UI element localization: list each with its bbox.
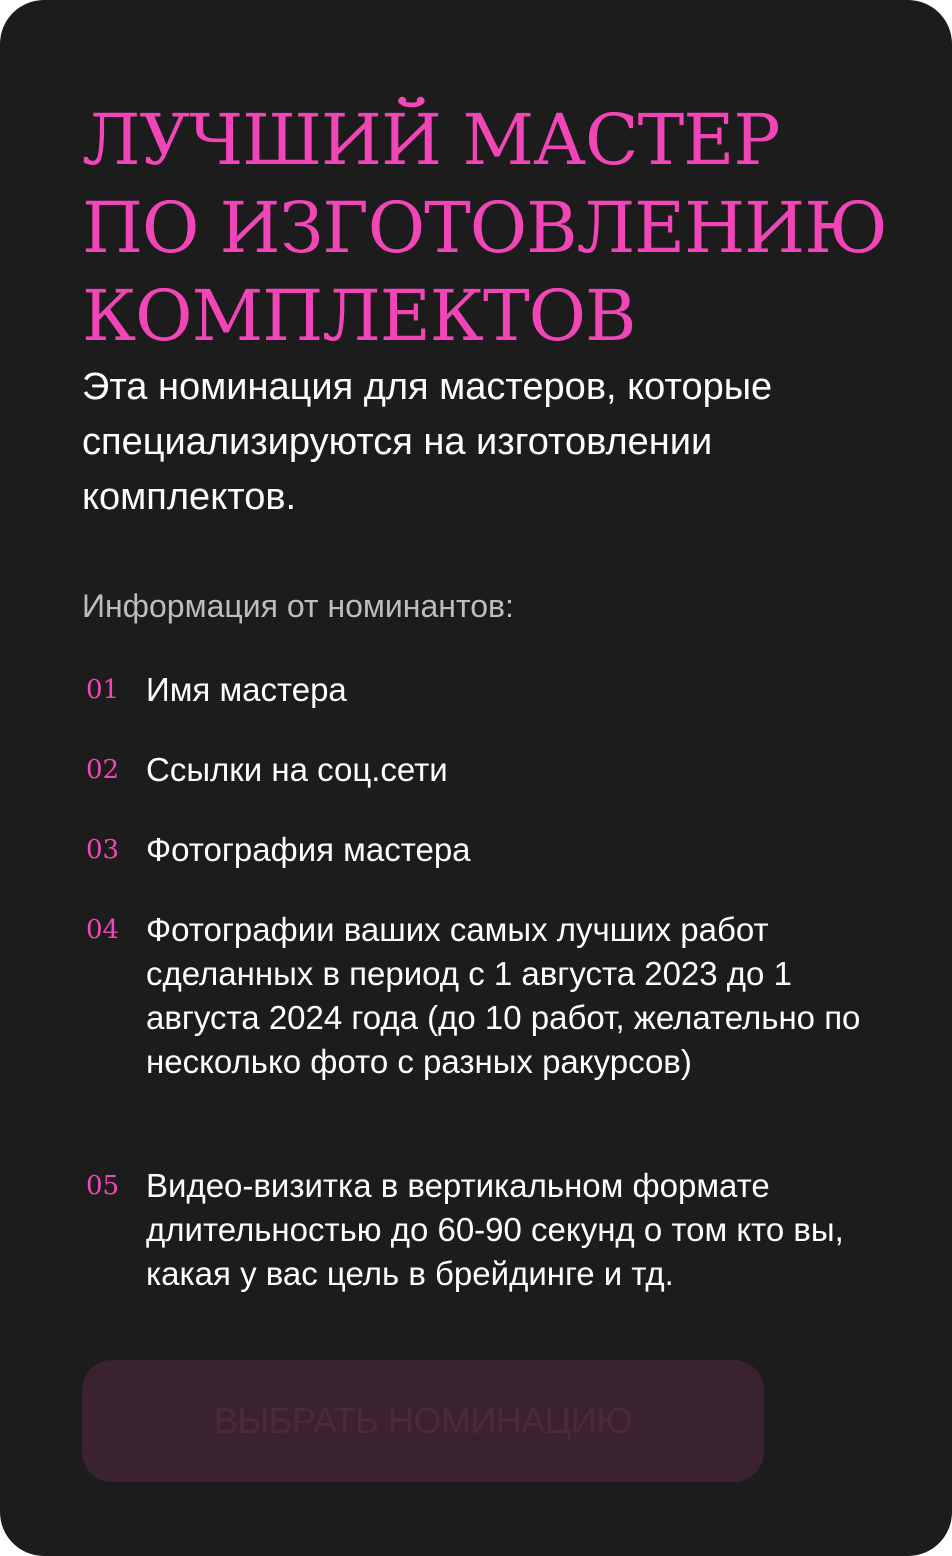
- info-heading: Информация от номинантов:: [82, 588, 514, 624]
- nomination-description: Эта номинация для мастеров, которые специализируются на изготовлении комплектов.: [82, 366, 773, 518]
- title-line-2: ПО ИЗГОТОВЛЕНИЮ: [82, 187, 887, 269]
- item-text: Видео-визитка в вертикальном формате длительностью до 60-90 секунд о том кто вы, какая у вас цель в брейдинге и тд.: [146, 1167, 844, 1292]
- item-number: 02: [86, 755, 120, 785]
- item-text: Ссылки на соц.сети: [146, 751, 448, 788]
- select-nomination-button[interactable]: ВЫБРАТЬ НОМИНАЦИЮ: [82, 1360, 764, 1482]
- title-line-3: КОМПЛЕКТОВ: [82, 275, 636, 357]
- item-number: 01: [86, 675, 120, 705]
- nomination-title: [82, 96, 922, 360]
- item-text: Фотографии ваших самых лучших работ сделанных в период с 1 августа 2023 до 1 августа 2024 года (до 10 работ, желательно по несколько фото с разных ракурсов): [146, 911, 861, 1080]
- item-text: Имя мастера: [146, 671, 347, 708]
- item-number: 03: [86, 835, 120, 865]
- item-text: Фотография мастера: [146, 831, 471, 868]
- item-number: 04: [86, 915, 120, 945]
- title-line-1: ЛУЧШИЙ МАСТЕР: [82, 99, 780, 181]
- item-number: 05: [86, 1171, 120, 1201]
